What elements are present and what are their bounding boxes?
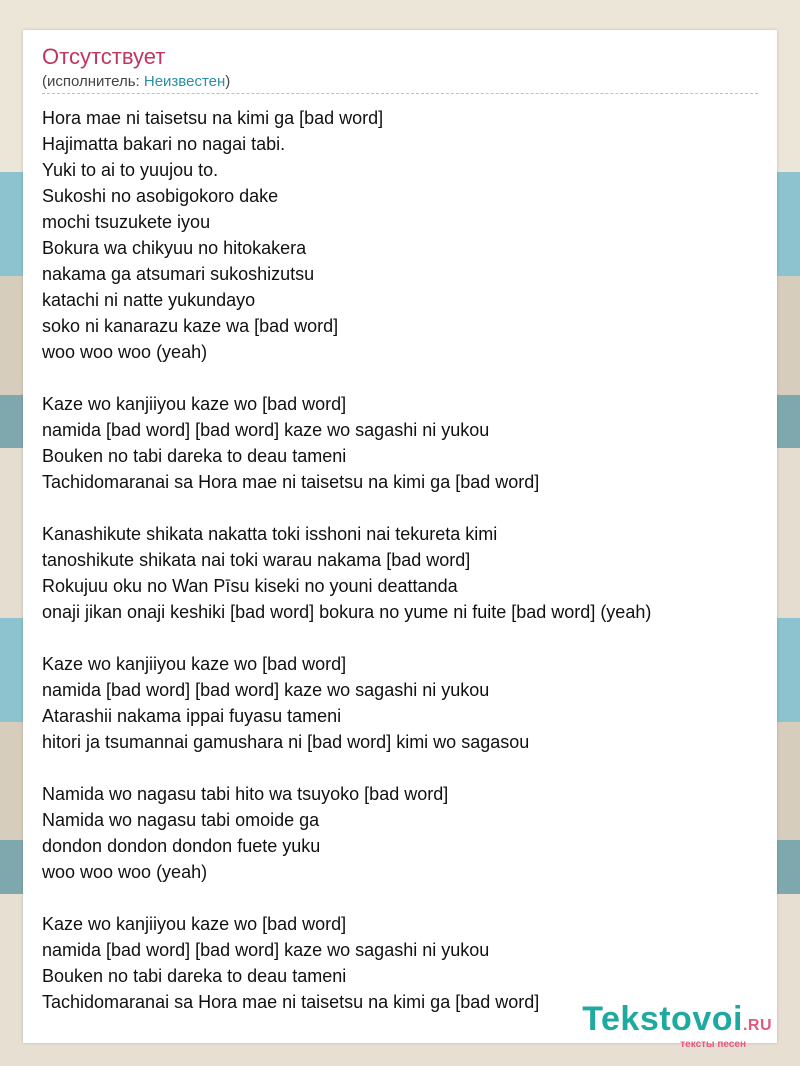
lyric-line: woo woo woo (yeah) — [42, 342, 208, 362]
lyric-line: mochi tsuzukete iyou — [42, 212, 211, 232]
lyric-line: Sukoshi no asobigokoro dake — [42, 186, 279, 206]
lyric-line: Namida wo nagasu tabi omoide ga — [42, 810, 320, 830]
artist-line — [42, 73, 230, 91]
lyrics-text — [42, 105, 767, 1015]
lyric-line: Tachidomaranai sa Hora mae ni taisetsu na kimi ga [bad word] — [42, 992, 540, 1012]
lyric-line: Namida wo nagasu tabi hito wa tsuyoko [bad word] — [42, 784, 449, 804]
lyric-line: Bouken no tabi dareka to deau tameni — [42, 966, 347, 986]
lyric-line: nakama ga atsumari sukoshizutsu — [42, 264, 315, 284]
lyric-line: Hajimatta bakari no nagai tabi. — [42, 134, 286, 154]
stanza-gap — [42, 885, 767, 911]
lyric-line: Bokura wa chikyuu no hitokakera — [42, 238, 307, 258]
logo-tld: .RU — [742, 1017, 772, 1034]
lyric-line: dondon dondon dondon fuete yuku — [42, 836, 321, 856]
stanza-gap — [42, 625, 767, 651]
stanza-gap — [42, 365, 767, 391]
song-title: Отсутствует — [42, 44, 166, 69]
lyric-line: namida [bad word] [bad word] kaze wo sagashi ni yukou — [42, 680, 490, 700]
lyric-line: Hora mae ni taisetsu na kimi ga [bad word] — [42, 108, 384, 128]
lyrics-card — [23, 30, 777, 1043]
lyric-line: Kaze wo kanjiiyou kaze wo [bad word] — [42, 654, 347, 674]
stanza-gap — [42, 495, 767, 521]
artist-link[interactable]: Неизвестен — [143, 73, 226, 90]
stanza-gap — [42, 755, 767, 781]
lyric-line: woo woo woo (yeah) — [42, 862, 208, 882]
lyric-line: soko ni kanarazu kaze wa [bad word] — [42, 316, 339, 336]
logo-tagline: тексты песен — [680, 1039, 746, 1050]
artist-prefix: (исполнитель: — [42, 73, 144, 90]
lyric-line: Rokujuu oku no Wan Pīsu kiseki no youni deattanda — [42, 576, 458, 596]
artist-suffix: ) — [225, 73, 231, 90]
lyric-line: Yuki to ai to yuujou to. — [42, 160, 219, 180]
lyric-line: katachi ni natte yukundayo — [42, 290, 256, 310]
logo-name: Tekstovoi — [582, 1000, 743, 1038]
lyric-line: Kanashikute shikata nakatta toki isshoni nai tekureta kimi — [42, 524, 498, 544]
lyric-line: onaji jikan onaji keshiki [bad word] bokura no yume ni fuite [bad word] (yeah) — [42, 602, 652, 622]
lyric-line: Kaze wo kanjiiyou kaze wo [bad word] — [42, 914, 347, 934]
lyric-line: hitori ja tsumannai gamushara ni [bad word] kimi wo sagasou — [42, 732, 530, 752]
lyric-line: namida [bad word] [bad word] kaze wo sagashi ni yukou — [42, 420, 490, 440]
lyric-line: Atarashii nakama ippai fuyasu tameni — [42, 706, 342, 726]
lyric-line: Kaze wo kanjiiyou kaze wo [bad word] — [42, 394, 347, 414]
site-logo[interactable] — [582, 1000, 772, 1050]
lyric-line: namida [bad word] [bad word] kaze wo sagashi ni yukou — [42, 940, 490, 960]
lyric-line: Bouken no tabi dareka to deau tameni — [42, 446, 347, 466]
lyric-line: Tachidomaranai sa Hora mae ni taisetsu na kimi ga [bad word] — [42, 472, 540, 492]
lyric-line: tanoshikute shikata nai toki warau nakama [bad word] — [42, 550, 471, 570]
divider — [42, 93, 758, 94]
